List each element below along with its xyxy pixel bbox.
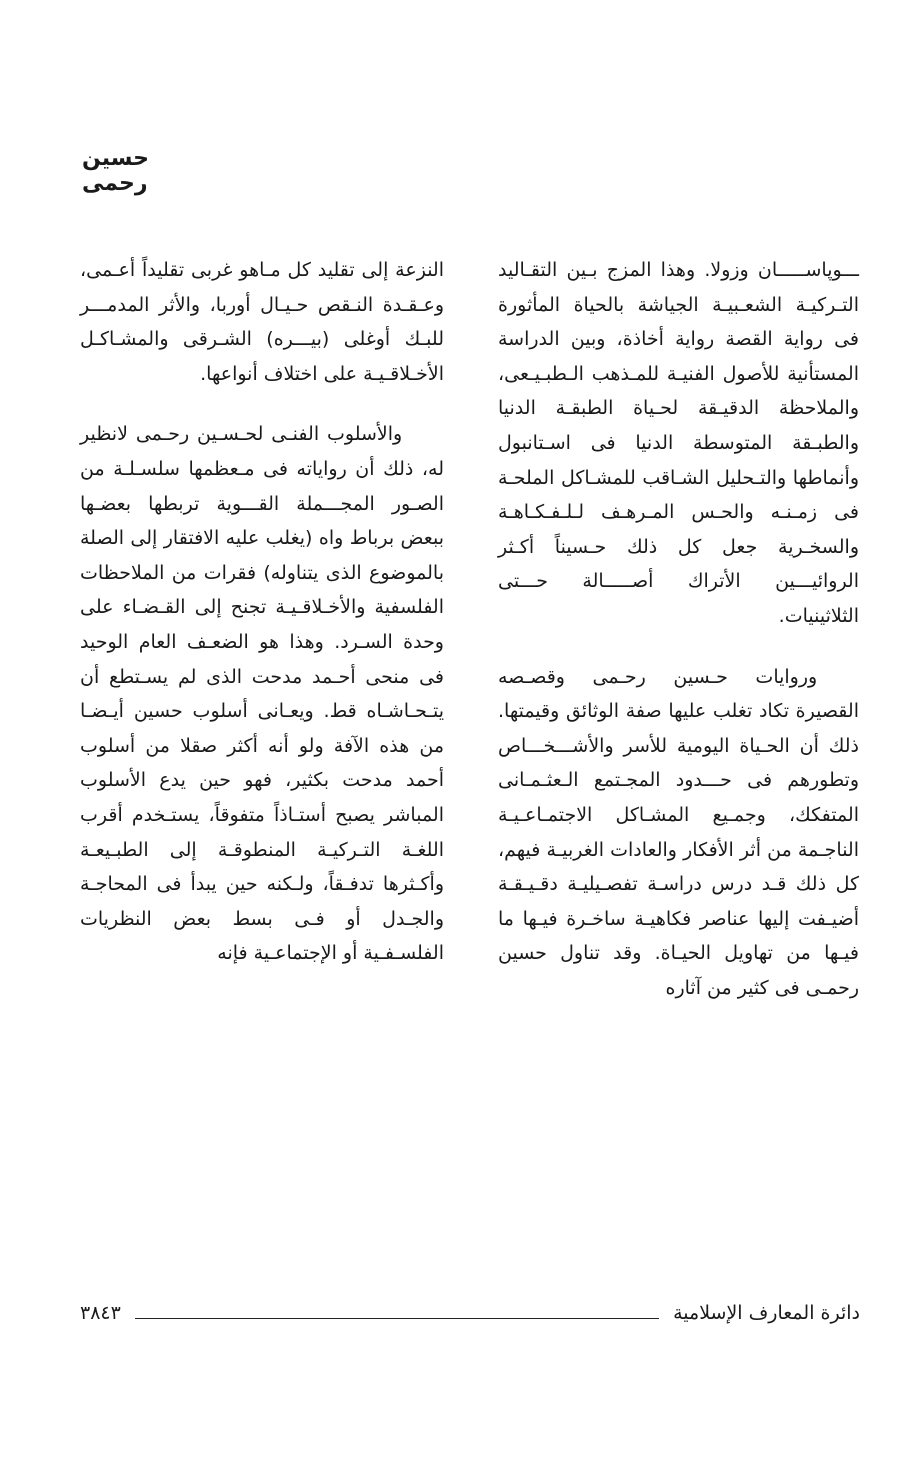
page-footer (80, 1296, 860, 1330)
page-number: ٣٨٤٣ (80, 1302, 121, 1324)
footer-publication-title: دائرة المعارف الإسلامية (673, 1302, 860, 1324)
left-column (80, 253, 444, 997)
paragraph: وروايات حـسين رحـمى وقصـصه القصيرة تكاد تغلب عليها صفة الوثائق وقيمتها. ذلك أن الحـياة اليومية للأسر والأشـــخـــاص وتطورهم فى حـــدود المجـتمع الـعثـمـانى المتفكك، وجمـيع المشـاكل الاجتمـاعـيـة الناجـمة من أثر الأفكار والعادات الغربيـة فيهم، كل ذلك قـد درس دراسـة تفصـيليـة دقـيـقـة أضيـفت إليها عناصر فكاهيـة ساخـرة فيـها ما فيـها من تهاويل الحيـاة. وقد تناول حسين رحمـى فى كثير من آثاره (498, 665, 859, 999)
footer-divider (135, 1318, 659, 1319)
right-column (498, 253, 859, 1031)
paragraph: النزعة إلى تقليد كل مـاهو غربى تقليداً أعـمى، وعـقـدة النـقص حـيـال أوربا، والأثر المدمـــر للبـك أوغلى (بيـــره) الشـرقى والمشـاكـل الأخـلاقـيـة على اختلاف أنواعها. (80, 259, 444, 385)
paragraph: ـــوپاســـــان وزولا. وهذا المزج بـين التقـاليد التـركيـة الشعـبيـة الجياشة بالحياة المأثورة فى رواية القصة رواية أخاذة، وبين الدراسة المستأنية للأصول الفنيـة للمـذهب الـطبـيـعى، والملاحظة الدقيـقة لحـياة الطبقـة الدنيا والطبـقة المتوسطة الدنيا فى اسـتانبول وأنماطها والتـحليل الشـاقب للمشـاكل الملحـة فى زمـنـه والحـس المـرهـف لـلـفـكـاهـة والسخـرية جعل كل ذلك حـسيناً أكـثر الروائيـــين الأتراك أصـــــالة حـــتى الثلاثينيات. (498, 259, 859, 627)
running-header: حسين رحمى (82, 146, 150, 196)
paragraph: والأسلوب الفنـى لحـسـين رحـمى لانظير له، ذلك أن رواياته فى مـعظمها سلسـلـة من الصـور المجـــملة القـــوية تربطها بعضـها ببعض برباط واه (يغلب عليه الافتقار إلى الصلة بالموضوع الذى يتناوله) فقرات من الملاحظات الفلسفية والأخـلاقـيـة تجنح إلى القـضـاء على وحدة السـرد. وهذا هو الضعـف العام الوحيد فى منحى أحـمد مدحت الذى لم يسـتطع أن يتـحـاشـاه قط. ويعـانى أسلوب حسين أيـضـا من هذه الآفة ولو أنه أكثر صقلا من أسلوب أحمد مدحت بكثير، فهو حين يدع الأسلوب المباشر يصبح أستـاذاً متفوقاً، يستـخدم أقرب اللغـة التـركيـة المنطوقـة إلى الطبـيعـة وأكـثرها تدفـقاً، ولـكنه حين يبدأ فى المحاجـة والجـدل أو فـى بسط بعض النظريات الفلسـفـية أو الإجتماعـية فإنه (80, 423, 444, 965)
